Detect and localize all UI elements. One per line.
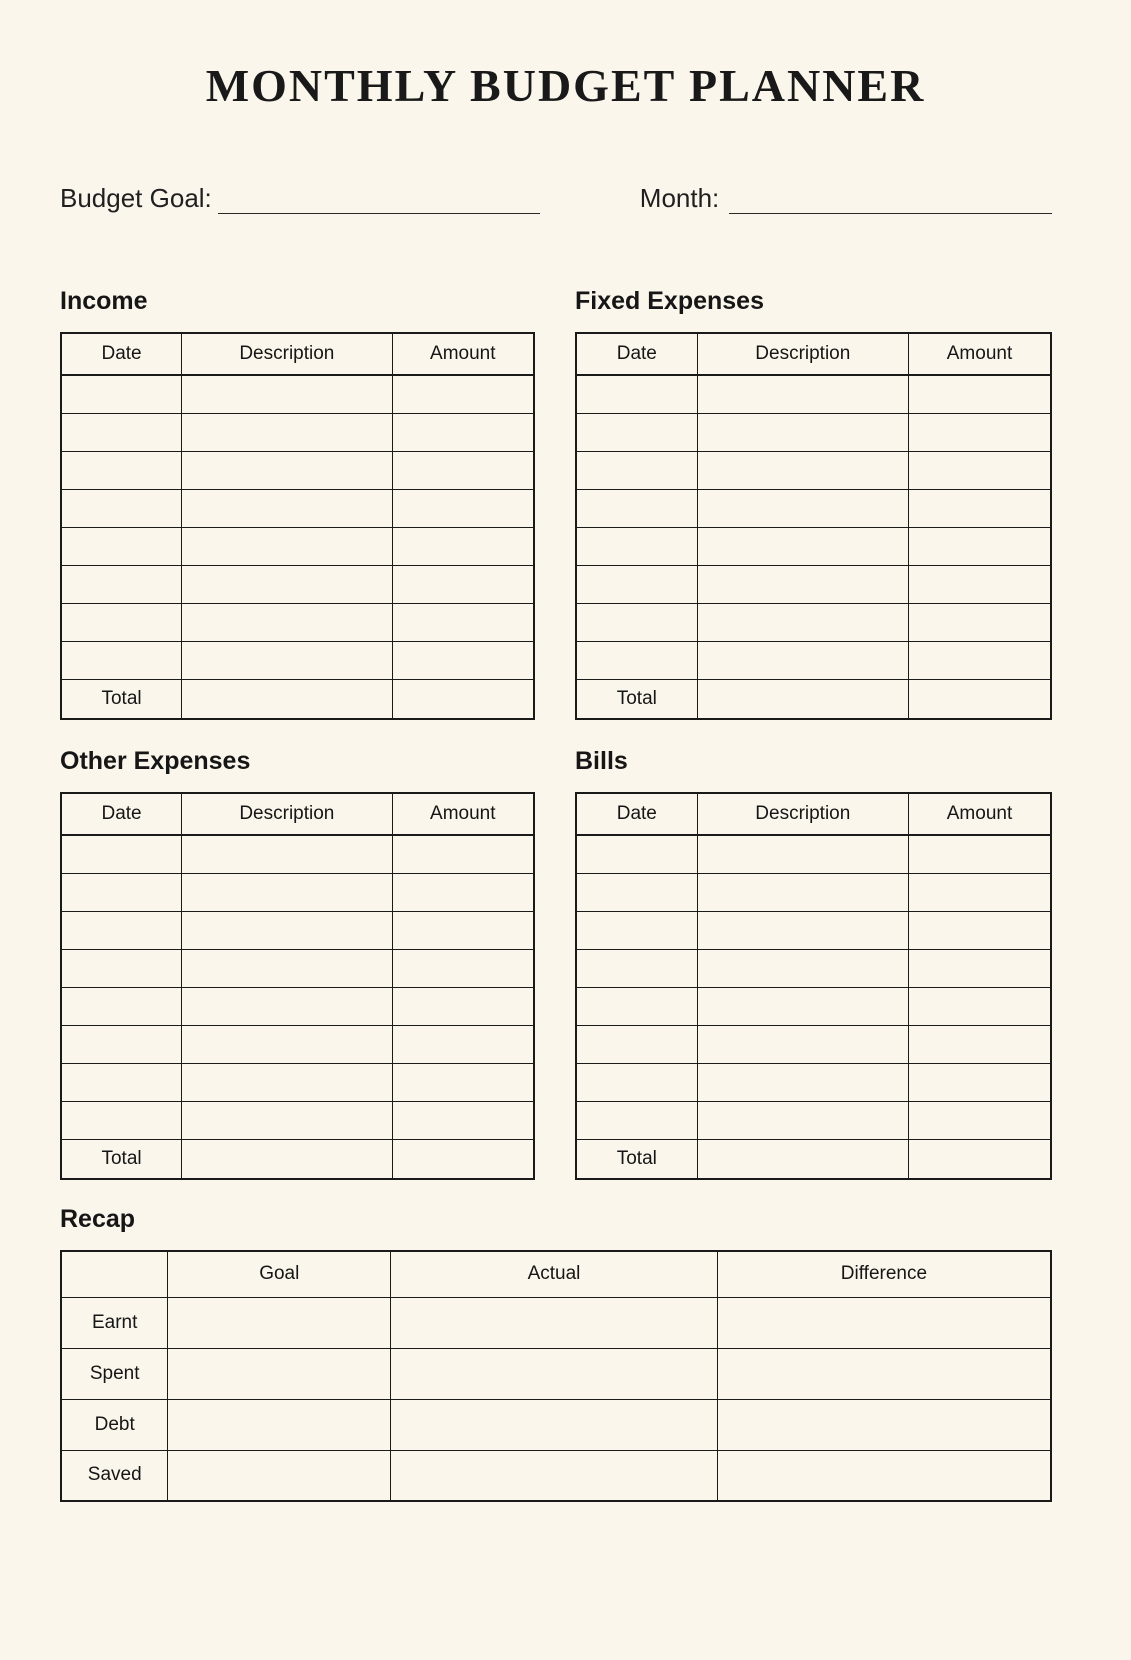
empty-row [61,413,534,451]
empty-cell[interactable] [61,1101,182,1139]
empty-cell[interactable] [909,835,1052,873]
empty-cell[interactable] [61,641,182,679]
table-header-row [61,333,534,375]
empty-row [576,987,1051,1025]
total-description-cell[interactable] [182,679,392,719]
empty-cell[interactable] [697,375,908,413]
other-expenses-table [60,792,535,1180]
recap-row-saved [61,1450,1051,1501]
recap-row-debt [61,1399,1051,1450]
total-amount-cell[interactable] [392,679,534,719]
column-header-date: Date [576,333,697,375]
table-header-row [576,333,1051,375]
empty-row [576,527,1051,565]
month-fill-line[interactable] [729,184,1052,214]
empty-cell[interactable] [717,1399,1051,1450]
empty-cell[interactable] [909,911,1052,949]
empty-cell[interactable] [61,413,182,451]
empty-cell[interactable] [576,835,697,873]
recap-corner-cell [61,1251,168,1297]
recap-table [60,1250,1052,1502]
budget-goal-label: Budget Goal: [60,182,212,213]
total-amount-cell[interactable] [909,679,1052,719]
empty-row [576,451,1051,489]
recap-row-spent [61,1348,1051,1399]
recap-row-label: Saved [61,1450,168,1501]
empty-row [61,375,534,413]
empty-cell[interactable] [576,413,697,451]
empty-cell[interactable] [576,527,697,565]
total-row [576,679,1051,719]
empty-cell[interactable] [168,1348,391,1399]
empty-row [576,565,1051,603]
empty-cell[interactable] [61,565,182,603]
empty-cell[interactable] [392,987,534,1025]
total-amount-cell[interactable] [909,1139,1052,1179]
empty-cell[interactable] [697,413,908,451]
empty-row [61,527,534,565]
total-amount-cell[interactable] [392,1139,534,1179]
empty-cell[interactable] [697,565,908,603]
empty-cell[interactable] [391,1450,718,1501]
empty-cell[interactable] [182,489,392,527]
empty-row [576,911,1051,949]
empty-cell[interactable] [697,949,908,987]
total-row [61,679,534,719]
empty-cell[interactable] [909,603,1052,641]
empty-cell[interactable] [392,1063,534,1101]
empty-cell[interactable] [182,413,392,451]
empty-cell[interactable] [391,1297,718,1348]
empty-cell[interactable] [697,641,908,679]
empty-row [61,987,534,1025]
empty-cell[interactable] [697,911,908,949]
empty-row [576,1101,1051,1139]
empty-cell[interactable] [392,835,534,873]
empty-cell[interactable] [182,527,392,565]
empty-row [576,949,1051,987]
empty-row [576,489,1051,527]
empty-cell[interactable] [697,451,908,489]
empty-cell[interactable] [392,873,534,911]
empty-cell[interactable] [392,375,534,413]
empty-cell[interactable] [909,1101,1052,1139]
empty-cell[interactable] [168,1450,391,1501]
empty-cell[interactable] [392,949,534,987]
recap-row-earnt [61,1297,1051,1348]
empty-cell[interactable] [182,1101,392,1139]
empty-cell[interactable] [182,603,392,641]
column-header-date: Date [576,793,697,835]
empty-cell[interactable] [182,873,392,911]
empty-row [61,565,534,603]
month-field [640,183,1052,214]
page-title: MONTHLY BUDGET PLANNER [205,60,926,111]
empty-cell[interactable] [576,987,697,1025]
recap-section [60,1204,1052,1502]
empty-cell[interactable] [909,1025,1052,1063]
empty-cell[interactable] [182,375,392,413]
empty-cell[interactable] [909,987,1052,1025]
empty-cell[interactable] [182,911,392,949]
header-fields-row [60,183,1052,214]
empty-row [576,603,1051,641]
empty-row [61,451,534,489]
empty-row [61,949,534,987]
table-header-row [61,793,534,835]
tables-grid [60,286,1131,1180]
empty-cell[interactable] [182,641,392,679]
empty-cell[interactable] [182,451,392,489]
total-row [61,1139,534,1179]
empty-cell[interactable] [576,873,697,911]
column-header-amount: Amount [909,793,1052,835]
recap-title: Recap [60,1205,136,1234]
empty-cell[interactable] [697,489,908,527]
bills-section [575,746,1052,1180]
recap-row-label: Debt [61,1399,168,1450]
empty-cell[interactable] [61,1025,182,1063]
empty-cell[interactable] [392,1101,534,1139]
empty-row [61,911,534,949]
empty-cell[interactable] [697,603,908,641]
empty-cell[interactable] [61,873,182,911]
total-description-cell[interactable] [182,1139,392,1179]
budget-planner-page [0,60,1131,1660]
empty-cell[interactable] [576,949,697,987]
empty-cell[interactable] [392,565,534,603]
empty-row [61,1063,534,1101]
empty-cell[interactable] [392,451,534,489]
recap-column-difference: Difference [717,1251,1051,1297]
empty-cell[interactable] [392,641,534,679]
empty-cell[interactable] [909,1063,1052,1101]
empty-cell[interactable] [182,835,392,873]
empty-cell[interactable] [182,1025,392,1063]
empty-cell[interactable] [61,987,182,1025]
empty-row [61,835,534,873]
column-header-description: Description [697,793,908,835]
total-label: Total [576,679,697,719]
income-table [60,332,535,720]
other-expenses-section [60,746,535,1180]
column-header-description: Description [182,793,392,835]
total-description-cell[interactable] [697,1139,908,1179]
empty-row [576,413,1051,451]
fixed-expenses-section [575,286,1052,720]
total-label: Total [576,1139,697,1179]
total-label: Total [61,679,182,719]
table-header-row [576,793,1051,835]
empty-cell[interactable] [392,1025,534,1063]
empty-cell[interactable] [182,565,392,603]
empty-cell[interactable] [182,1063,392,1101]
empty-cell[interactable] [168,1399,391,1450]
empty-cell[interactable] [909,413,1052,451]
empty-cell[interactable] [909,949,1052,987]
recap-header-row [61,1251,1051,1297]
total-row [576,1139,1051,1179]
recap-row-label: Spent [61,1348,168,1399]
column-header-date: Date [61,333,182,375]
empty-cell[interactable] [697,1025,908,1063]
empty-cell[interactable] [576,1025,697,1063]
empty-cell[interactable] [61,375,182,413]
empty-cell[interactable] [576,603,697,641]
empty-cell[interactable] [61,835,182,873]
empty-cell[interactable] [576,565,697,603]
empty-cell[interactable] [391,1399,718,1450]
empty-cell[interactable] [717,1348,1051,1399]
recap-column-goal: Goal [168,1251,391,1297]
empty-cell[interactable] [61,911,182,949]
empty-cell[interactable] [61,451,182,489]
bills-title: Bills [575,747,628,776]
empty-cell[interactable] [909,375,1052,413]
empty-cell[interactable] [576,451,697,489]
column-header-date: Date [61,793,182,835]
empty-cell[interactable] [697,835,908,873]
recap-column-actual: Actual [391,1251,718,1297]
bills-table [575,792,1052,1180]
total-description-cell[interactable] [697,679,908,719]
budget-goal-field [60,183,540,214]
empty-cell[interactable] [61,489,182,527]
empty-cell[interactable] [61,527,182,565]
empty-cell[interactable] [392,413,534,451]
fixed-expenses-title: Fixed Expenses [575,287,764,316]
empty-cell[interactable] [392,911,534,949]
empty-row [576,641,1051,679]
total-label: Total [61,1139,182,1179]
column-header-description: Description [182,333,392,375]
empty-cell[interactable] [697,1101,908,1139]
empty-row [61,873,534,911]
empty-cell[interactable] [697,873,908,911]
empty-cell[interactable] [697,987,908,1025]
empty-row [576,873,1051,911]
empty-cell[interactable] [909,489,1052,527]
empty-row [61,641,534,679]
empty-cell[interactable] [909,527,1052,565]
empty-row [576,1025,1051,1063]
empty-cell[interactable] [392,603,534,641]
empty-row [576,835,1051,873]
empty-cell[interactable] [576,1063,697,1101]
other-expenses-title: Other Expenses [60,747,251,776]
empty-cell[interactable] [61,1063,182,1101]
empty-cell[interactable] [576,489,697,527]
empty-cell[interactable] [182,987,392,1025]
empty-cell[interactable] [576,641,697,679]
column-header-amount: Amount [909,333,1052,375]
empty-cell[interactable] [392,527,534,565]
empty-cell[interactable] [717,1297,1051,1348]
empty-cell[interactable] [909,873,1052,911]
fixed-expenses-table [575,332,1052,720]
empty-cell[interactable] [392,489,534,527]
empty-row [61,1101,534,1139]
empty-row [61,1025,534,1063]
empty-cell[interactable] [61,949,182,987]
column-header-amount: Amount [392,333,534,375]
empty-cell[interactable] [909,641,1052,679]
budget-goal-fill-line[interactable] [218,184,540,214]
empty-row [576,1063,1051,1101]
empty-row [61,489,534,527]
recap-row-label: Earnt [61,1297,168,1348]
empty-cell[interactable] [391,1348,718,1399]
empty-cell[interactable] [168,1297,391,1348]
empty-cell[interactable] [717,1450,1051,1501]
income-title: Income [60,287,148,316]
empty-cell[interactable] [576,375,697,413]
column-header-amount: Amount [392,793,534,835]
empty-cell[interactable] [697,1063,908,1101]
empty-row [576,375,1051,413]
income-section [60,286,535,720]
empty-cell[interactable] [576,911,697,949]
column-header-description: Description [697,333,908,375]
empty-row [61,603,534,641]
month-label: Month: [639,182,720,213]
empty-cell[interactable] [182,949,392,987]
empty-cell[interactable] [909,451,1052,489]
empty-cell[interactable] [909,565,1052,603]
empty-cell[interactable] [61,603,182,641]
empty-cell[interactable] [576,1101,697,1139]
empty-cell[interactable] [697,527,908,565]
